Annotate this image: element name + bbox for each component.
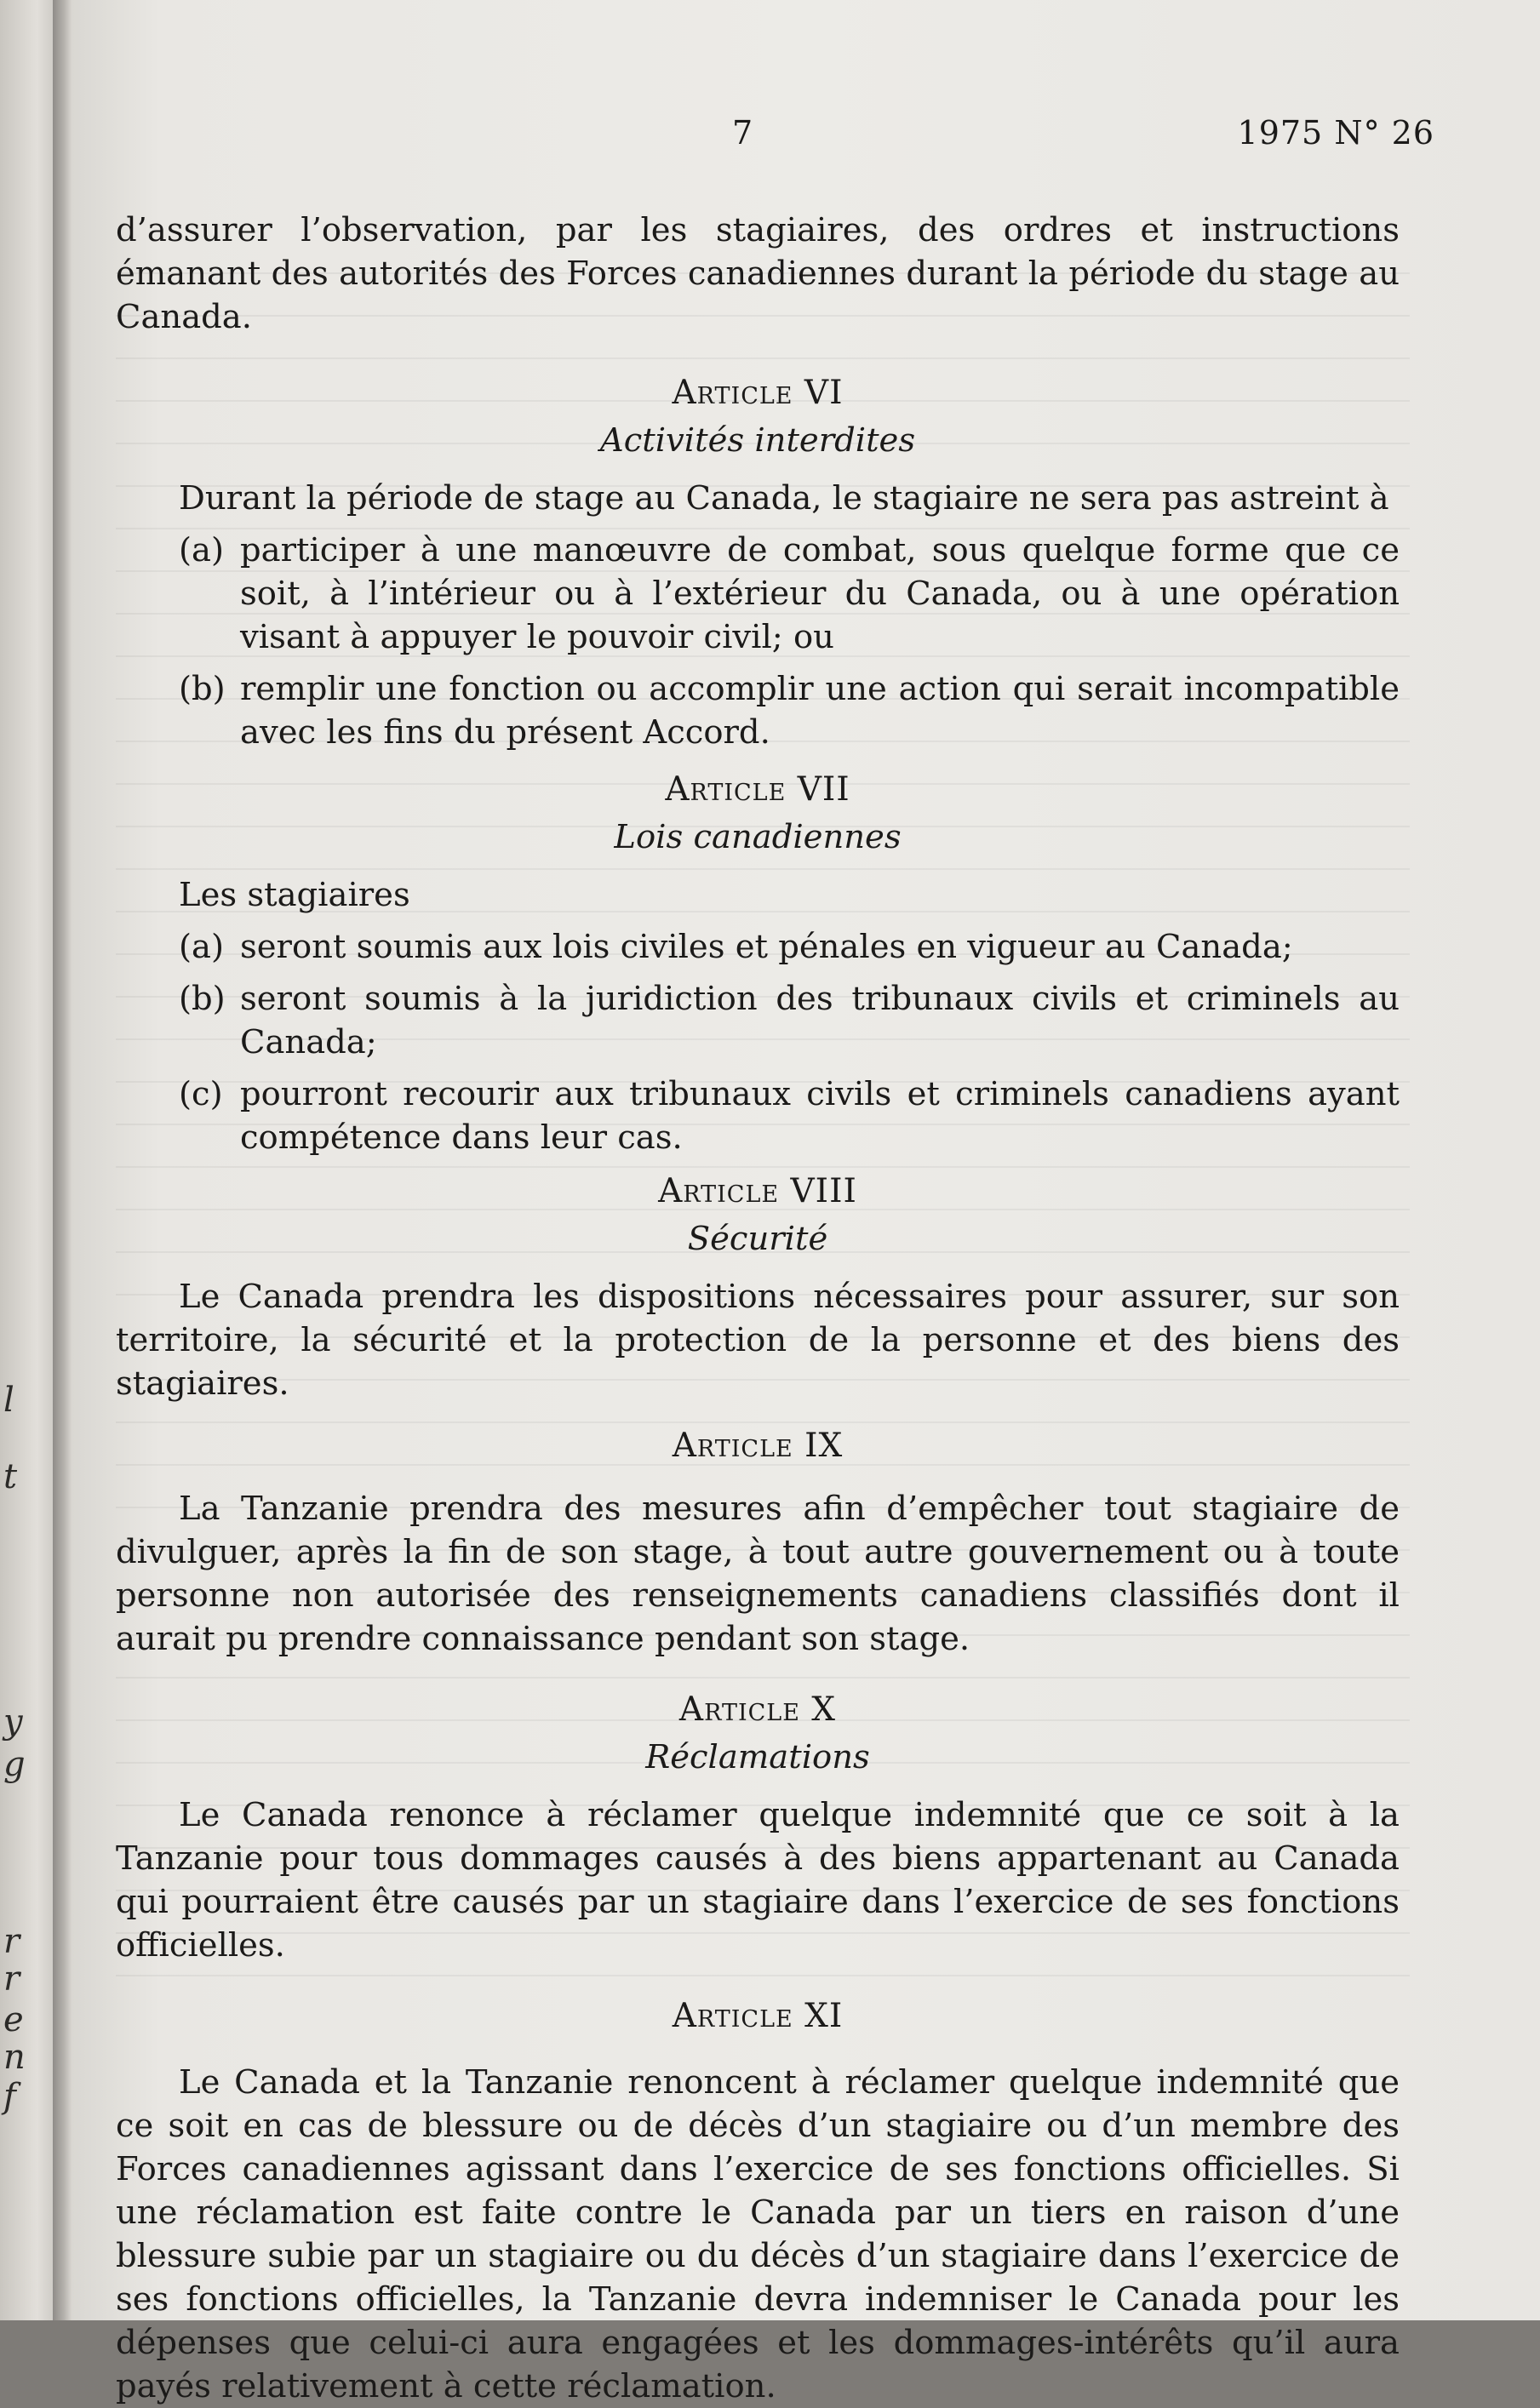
page-header	[72, 114, 1540, 165]
document-page	[72, 0, 1540, 2405]
list-item	[179, 977, 1400, 1064]
article-title: Réclamations	[645, 1738, 870, 1776]
margin-glyph: y	[3, 1702, 23, 1742]
item-letter: (b)	[179, 670, 226, 708]
article-paragraph: Le Canada renonce à réclamer quelque indemnité que ce soit à la Tanzanie pour tous dommages causés à des biens appartenant au Canada qui pourraient être causés par un stagiaire dans l’exercice de ses fonctions officielles.	[116, 1796, 1400, 1965]
article-heading: Article X	[678, 1690, 837, 1729]
margin-glyph: e	[3, 2000, 24, 2039]
list-item	[179, 667, 1400, 754]
article-title: Activités interdites	[599, 421, 916, 460]
list-item	[179, 925, 1400, 969]
item-text: pourront recourir aux tribunaux civils et criminels canadiens ayant compétence dans leur cas.	[240, 1075, 1400, 1157]
article-heading: Article XI	[672, 1997, 844, 2035]
article-title: Lois canadiennes	[614, 818, 902, 856]
article-paragraph: La Tanzanie prendra des mesures afin d’empêcher tout stagiaire de divulguer, après la fin de son stage, à tout autre gouvernement ou à toute personne non autorisée des renseignements canadiens classifiés dont il aurait pu prendre connaissance pendant son stage.	[116, 1490, 1400, 1658]
binding-gutter	[53, 0, 72, 2320]
article-heading: Article VI	[672, 374, 844, 412]
article-heading: Article VIII	[658, 1172, 857, 1210]
item-letter: (c)	[179, 1075, 223, 1113]
article-heading: Article VII	[665, 770, 850, 809]
intro-paragraph: d’assurer l’observation, par les stagiaires, des ordres et instructions émanant des autorités des Forces canadiennes durant la période du stage au Canada.	[116, 211, 1400, 336]
list-item	[179, 529, 1400, 659]
margin-glyph: l	[3, 1381, 14, 1420]
margin-glyph: n	[3, 2038, 26, 2077]
article-paragraph: Le Canada prendra les dispositions nécessaires pour assurer, sur son territoire, la sécurité et la protection de la personne et des biens des stagiaires.	[116, 1278, 1400, 1403]
article-title: Sécurité	[687, 1220, 828, 1258]
body-text	[116, 209, 1400, 2408]
margin-glyph: g	[3, 1745, 26, 1784]
margin-glyph: t	[3, 1457, 18, 1496]
page-number: 7	[732, 114, 753, 152]
margin-glyph: r	[3, 1922, 20, 1961]
article-heading: Article IX	[672, 1427, 844, 1465]
article-paragraph: Le Canada et la Tanzanie renoncent à réclamer quelque indemnité que ce soit en cas de blessure ou de décès d’un stagiaire ou d’un membre des Forces canadiennes agissant dans l’exercice de ses fonctions officielles. Si une réclamation est faite contre le Canada par un tiers en raison d’une blessure subie par un stagiaire ou du décès d’un stagiaire dans l’exercice de ses fonctions officielles, la Tanzanie devra indemniser le Canada pour les dépenses que celui-ci aura engagées et les dommages-intérêts qu’il aura payés relativement à cette réclamation.	[116, 2063, 1400, 2405]
item-letter: (a)	[179, 928, 224, 966]
margin-glyph: r	[3, 1959, 20, 1999]
document-reference: 1975 N° 26	[1237, 114, 1434, 152]
article-lead: Durant la période de stage au Canada, le stagiaire ne sera pas astreint à	[179, 479, 1389, 518]
item-text: participer à une manœuvre de combat, sous quelque forme que ce soit, à l’intérieur ou à l’extérieur du Canada, ou à une opération visant à appuyer le pouvoir civil; ou	[240, 531, 1400, 656]
item-text: seront soumis à la juridiction des tribunaux civils et criminels au Canada;	[240, 980, 1400, 1061]
list-item	[179, 1072, 1400, 1159]
margin-glyph: f	[3, 2077, 16, 2116]
item-text: seront soumis aux lois civiles et pénales en vigueur au Canada;	[240, 928, 1293, 966]
item-letter: (a)	[179, 531, 224, 569]
item-text: remplir une fonction ou accomplir une action qui serait incompatible avec les fins du présent Accord.	[240, 670, 1400, 752]
article-lead: Les stagiaires	[179, 876, 410, 914]
item-letter: (b)	[179, 980, 226, 1018]
